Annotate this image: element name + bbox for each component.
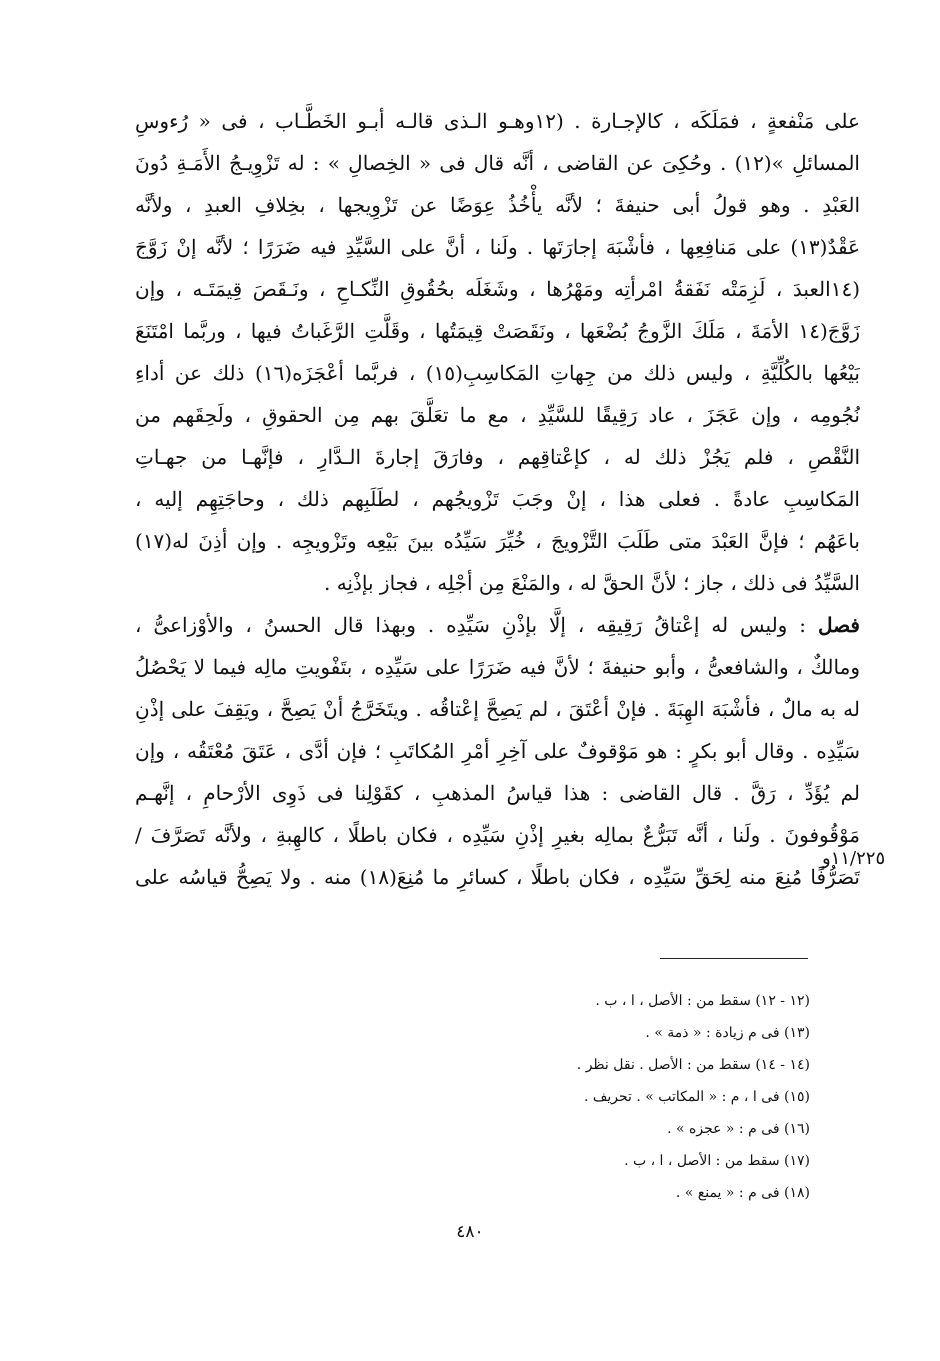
fasl-label: فصل [817,613,860,637]
main-text-block [135,100,860,898]
text-line: تَصَرُّفًا مُنِعَ منه لِحَقِّ سَيِّدِه ، فكان باطلًا ، كسائرِ ما مُنِعَ(١٨) منه . ولا يَصِحُّ قياسُه على [135,865,860,889]
fasl-heading-line [135,604,860,646]
text-line: العَبْدِ . وهو قولُ أبى حنيفةَ ؛ لأنَّه يأْخُذُ عِوَضًا عن تَزْوِيجها ، بخِلافِ العبدِ ، ولأنَّه [135,193,860,217]
page-number: ٤٨٠ [456,1222,484,1242]
text-line: المَكاسِبِ عادةً . فعلى هذا ، إنْ وجَبَ تَزْويجُهم ، لطَلَبِهم ذلك ، وحاجَتِهِم إليه ، [135,487,860,511]
text-line: على مَنْفعةٍ ، فمَلَكَه ، كالإجـارة . (١٢وهـو الـذى قالـه أبـو الخَطَّـاب ، فى « رُءوسِ [135,109,860,133]
text-line: باعَهُم ؛ فإنَّ العَبْدَ متى طَلَبَ التَّزْويجَ ، خُيِّرَ سَيِّدُه بينَ بَيْعِه وتَزْويجِه . وإن أذِنَ له(١٧) [135,529,860,553]
fasl-first-line-text: : وليس له إعْتاقُ رَقِيقِه ، إلَّا بإذْنِ سَيِّدِه . وبهذا قال الحسنُ ، والأوْزاعىُّ ، [135,613,807,637]
footnote: (١٥) فى ا ، م : « المكاتب » . تحريف . [583,1089,810,1105]
text-line: السَّيِّدُ فى ذلك ، جاز ؛ لأنَّ الحقَّ له ، والمَنْعَ مِن أجْلِه ، فجاز بإذْنِه . [323,571,860,595]
text-line: زَوَّجَ(١٤ الأمَةَ ، مَلَكَ الزَّوجُ بُضْعَها ، ونَقَصَتْ قِيمَتُها ، وقَلَّتِ الرَّغَباتُ فيها ، وربَّما امْتَنَعَ [135,319,860,343]
text-line: ومالكٌ ، والشافعىُّ ، وأبو حنيفةَ ؛ لأنَّ فيه ضَرَرًا على سَيِّدِه ، بتَفْويتِ مالِه فيما لا يَحْصُلُ [135,655,860,679]
manuscript-folio-marker: ١١/٢٢٥و [822,848,886,869]
footnote: (١٧) سقط من : الأصل ، ا ، ب . [624,1153,810,1169]
footnote: (١٤ - ١٤) سقط من : الأصل . نقل نظر . [576,1057,810,1073]
footnotes-block [350,985,810,1209]
footnote: (١٨) فى م : « يمنع » . [675,1185,810,1201]
footnote-separator [660,958,808,959]
text-line: سَيِّدِه . وقال أبو بكرٍ : هو مَوْقوفٌ على آخِرِ أمْرِ المُكاتَبِ ؛ فإن أدَّى ، عَتَقَ مُعْتَقُه ، وإن [135,739,860,763]
footnote: (١٣) فى م زيادة : « ذمة » . [645,1025,810,1041]
text-line: له به مالٌ ، فأشْبَهَ الهِبَةَ . فإنْ أعْتَقَ ، لم يَصِحَّ إعْتاقُه . ويتَخَرَّجُ أنْ يَصِحَّ ، ويَقِفَ على إذْنِ [135,697,860,721]
text-line: المسائلِ »(١٢) . وحُكِىَ عن القاضى ، أنَّه قال فى « الخِصالِ » : له تَزْوِيـجُ الأَمَـةِ دُونَ [135,151,860,175]
footnote: (١٢ - ١٢) سقط من : الأصل ، ا ، ب . [595,993,810,1009]
text-line: عَقْدٌ(١٣) على مَنافِعِها ، فأشْبَهَ إجارَتَها . ولَنا ، أنَّ على السَّيِّدِ فيه ضَرَرًا ؛ لأنَّه إنْ زَوَّجَ [135,235,860,259]
text-line: مَوْقُوفونَ . ولَنا ، أنَّه تَبَرُّعٌ بمالِه بغيرِ إذْنِ سَيِّدِه ، فكان باطلًا ، كالهِبةِ ، ولأنَّه تَصَرَّفَ / [135,823,860,847]
text-line: لم يُؤَدِّ ، رَقَّ . قال القاضى : هذا قياسُ المذهبِ ، كقَوْلِنا فى ذَوِى الأرْحامِ ، إنَّهـم [135,781,860,805]
text-line: نُجُومِه ، وإن عَجَزَ ، عاد رَقِيقًا للسَّيِّدِ ، مع ما تعَلَّقَ بهم مِن الحقوقِ ، ولَحِقَهم من [135,403,860,427]
text-line: بَيْعُها بالكُلِّيَّةِ ، وليس ذلك من جِهاتِ المَكاسِبِ(١٥) ، فربَّما أعْجَزَه(١٦) ذلك عن أداءِ [135,361,860,385]
text-line: (١٤العبدَ ، لَزِمَتْه نَفَقةُ امْرأتِه ومَهْرُها ، وشَغَلَه بحُقُوقِ النِّكـاحِ ، ونَـقَصَ قِيمَتَـه ، وإن [135,277,860,301]
text-line: النَّقْصِ ، فلم يَجُزْ ذلك له ، كإعْتاقِهم ، وفارَقَ إجارةَ الـدَّارِ ، فإنَّهـا من جهـاتِ [135,445,860,469]
footnote: (١٦) فى م : « عجزه » . [667,1121,810,1137]
